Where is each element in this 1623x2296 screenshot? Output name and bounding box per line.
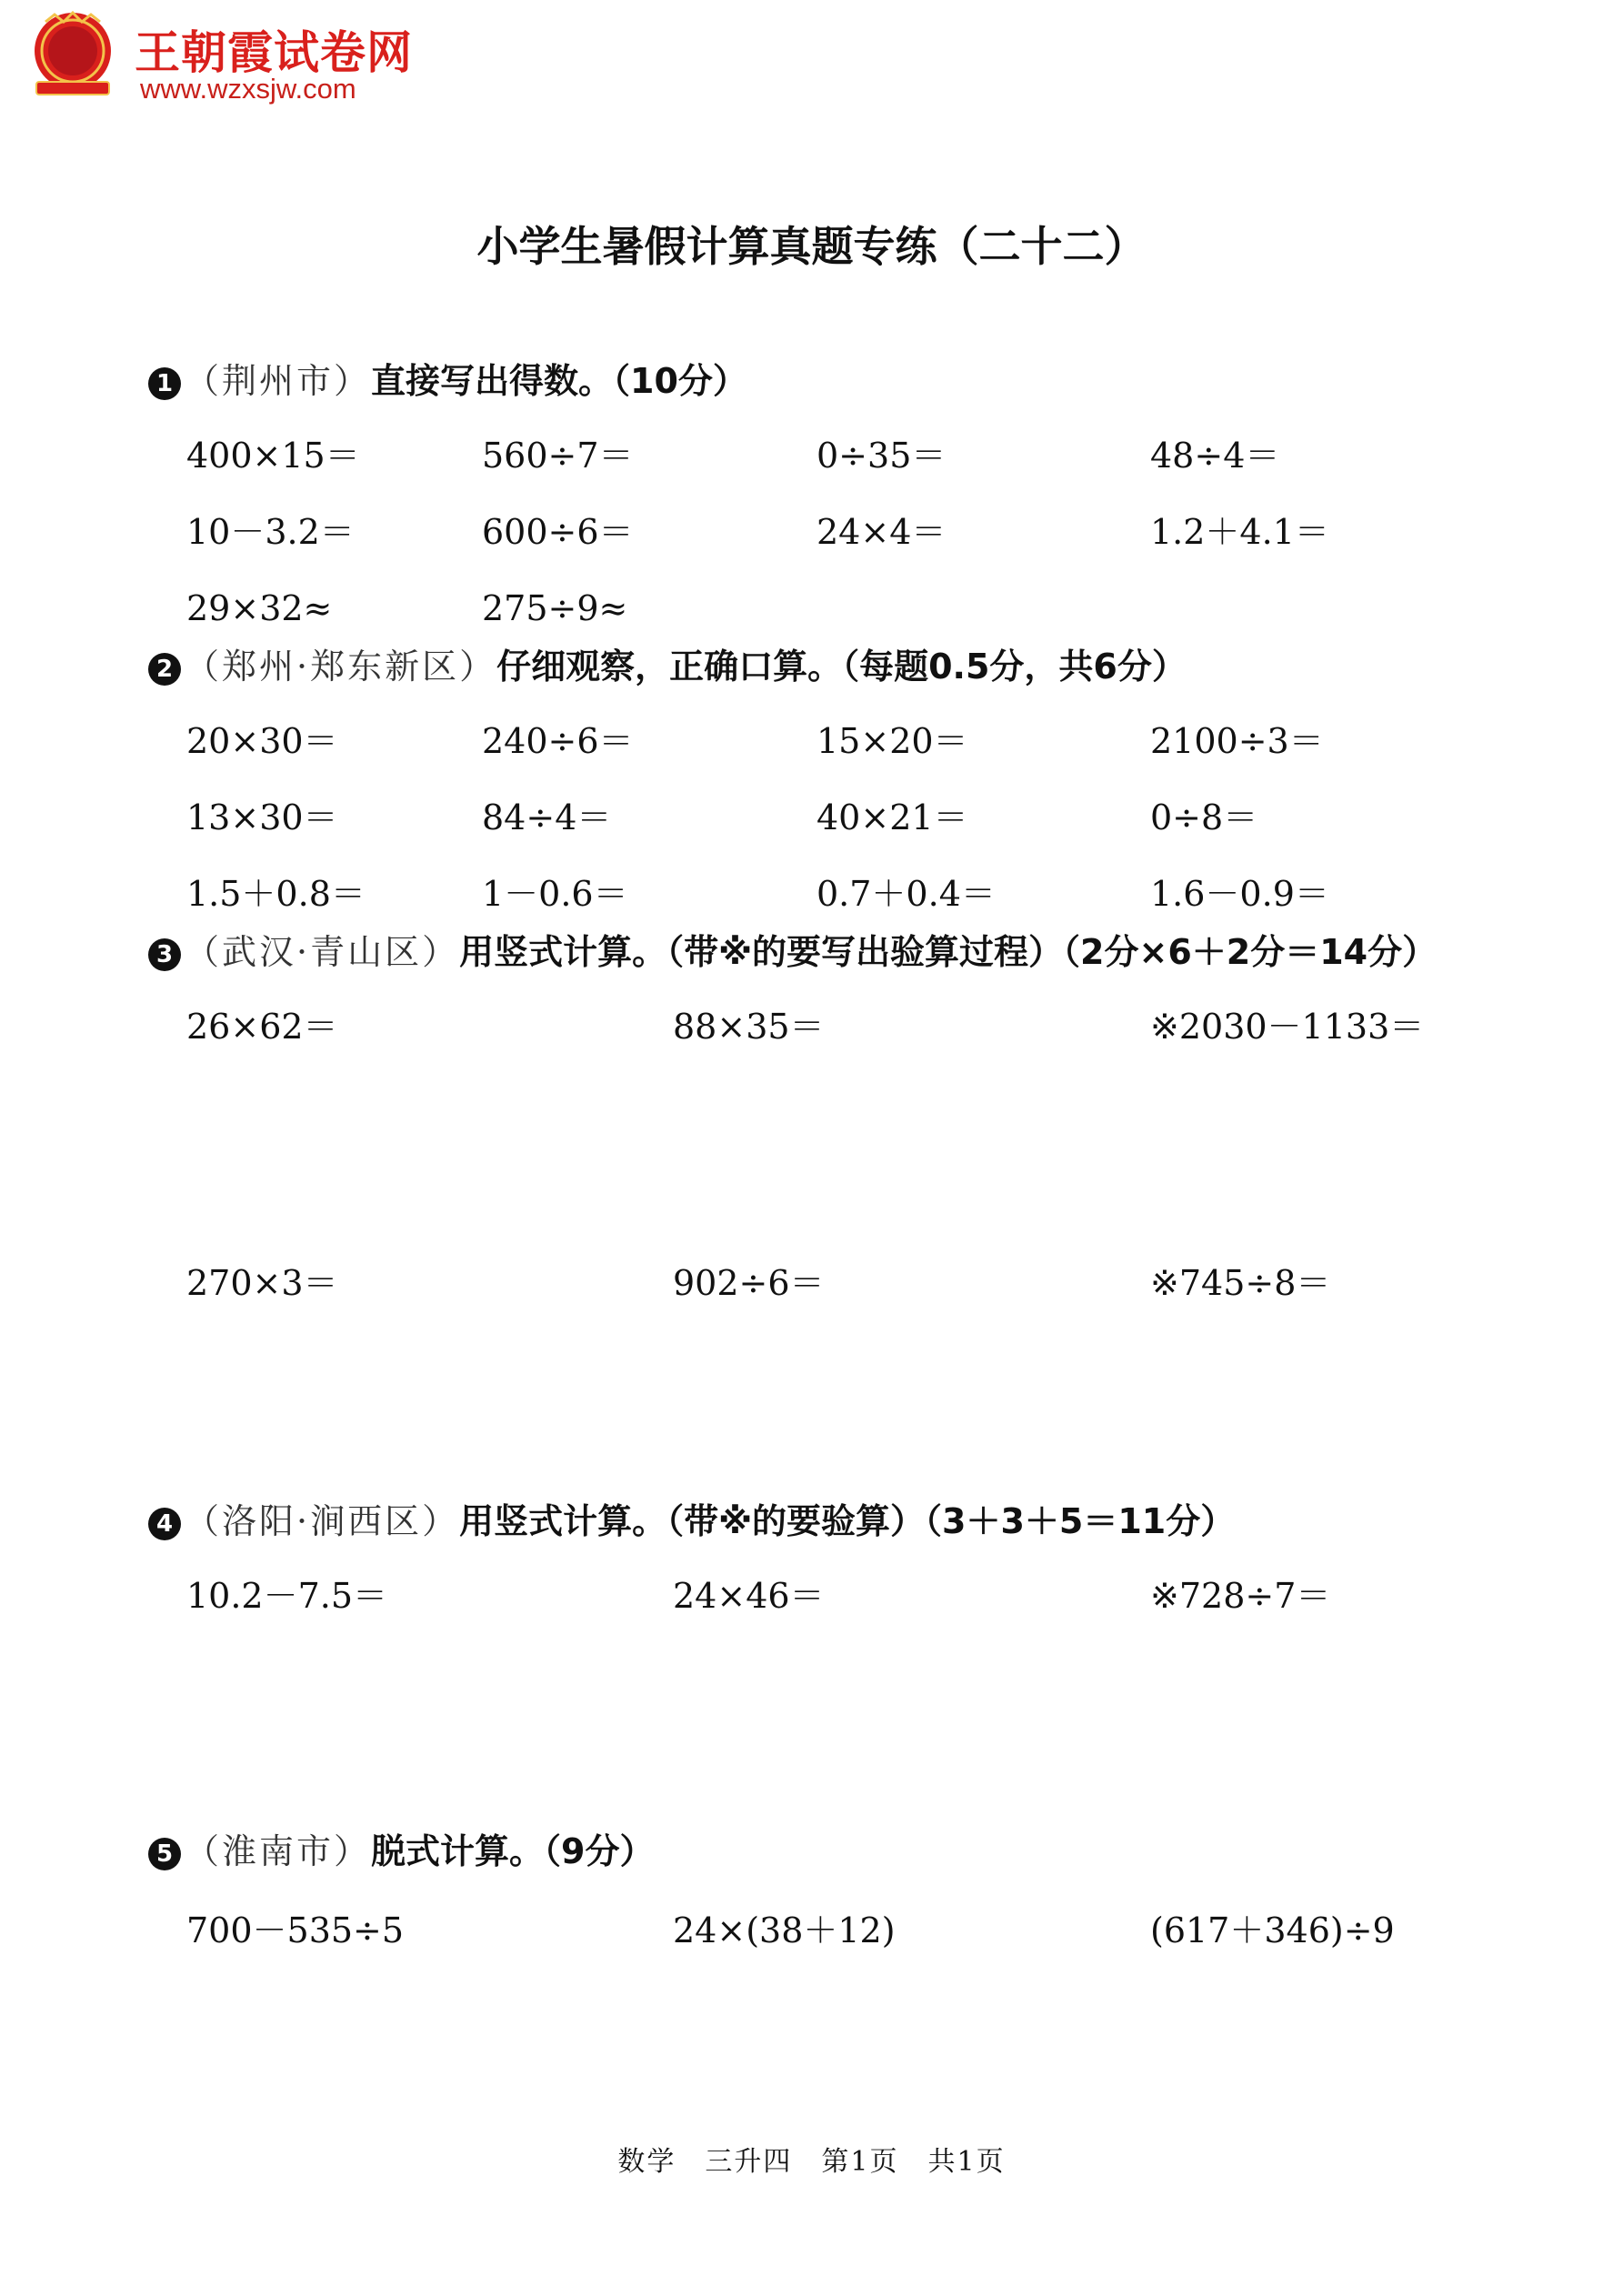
expression: 1.2＋4.1＝ [1150,512,1329,552]
expression: 24×46＝ [673,1576,825,1616]
expression: 84÷4＝ [482,797,612,837]
expression: 275÷9≈ [482,588,628,628]
expression: 24×4＝ [817,512,947,552]
question-1-header [148,361,747,401]
question-3-header [148,932,1438,972]
brand-name: 王朝霞试卷网 [135,26,413,79]
expression: ※728÷7＝ [1150,1576,1331,1616]
expression: 560÷7＝ [482,436,634,476]
question-instruction: 仔细观察，正确口算。（每题0.5分，共6分） [496,647,1187,687]
question-number: 2 [148,653,181,686]
expression: 1.6－0.9＝ [1150,874,1329,914]
question-source: （武汉·青山区） [185,932,460,972]
expression: 1－0.6＝ [482,874,628,914]
expression: 24×(38＋12) [673,1910,896,1950]
brand-url: www.wzxsjw.com [140,73,356,105]
question-2-header [148,649,1187,686]
expression: 400×15＝ [186,436,360,476]
question-source: （淮南市） [185,1831,372,1871]
expression: 40×21＝ [817,797,968,837]
question-source: （郑州·郑东新区） [185,647,497,687]
expression: 0÷8＝ [1150,797,1258,837]
question-number: 3 [148,938,181,971]
expression: 48÷4＝ [1150,436,1280,476]
expression: 700－535÷5 [186,1910,405,1950]
page-title: 小学生暑假计算真题专练（二十二） [476,222,1147,271]
question-instruction: 用竖式计算。（带※的要写出验算过程）（2分×6＋2分＝14分） [459,932,1438,972]
expression: 902÷6＝ [673,1263,825,1303]
page-footer: 数学 三升四 第1页 共1页 [617,2146,1006,2178]
site-logo [27,9,427,109]
brand-emblem-icon [27,9,118,100]
question-4-header [148,1501,1236,1541]
question-number: 1 [148,367,181,400]
question-number: 5 [148,1838,181,1870]
expression: 0.7＋0.4＝ [817,874,996,914]
question-instruction: 用竖式计算。（带※的要验算）（3＋3＋5＝11分） [459,1501,1236,1541]
expression: 88×35＝ [673,1007,825,1047]
expression: 15×20＝ [817,721,968,761]
expression: 240÷6＝ [482,721,634,761]
expression: 13×30＝ [186,797,338,837]
expression: 270×3＝ [186,1263,338,1303]
expression: 600÷6＝ [482,512,634,552]
expression: 20×30＝ [186,721,338,761]
expression: 10.2－7.5＝ [186,1576,388,1616]
expression: (617＋346)÷9 [1150,1910,1395,1950]
question-instruction: 直接写出得数。（10分） [371,361,747,401]
expression: ※745÷8＝ [1150,1263,1331,1303]
question-number: 4 [148,1508,181,1540]
expression: ※2030－1133＝ [1150,1007,1425,1047]
expression: 2100÷3＝ [1150,721,1324,761]
question-instruction: 脱式计算。（9分） [371,1831,655,1871]
question-source: （洛阳·涧西区） [185,1501,460,1541]
expression: 29×32≈ [186,588,333,628]
expression: 1.5＋0.8＝ [186,874,366,914]
expression: 10－3.2＝ [186,512,355,552]
question-source: （荆州市） [185,361,372,401]
expression: 0÷35＝ [817,436,947,476]
expression: 26×62＝ [186,1007,338,1047]
question-5-header [148,1831,655,1871]
